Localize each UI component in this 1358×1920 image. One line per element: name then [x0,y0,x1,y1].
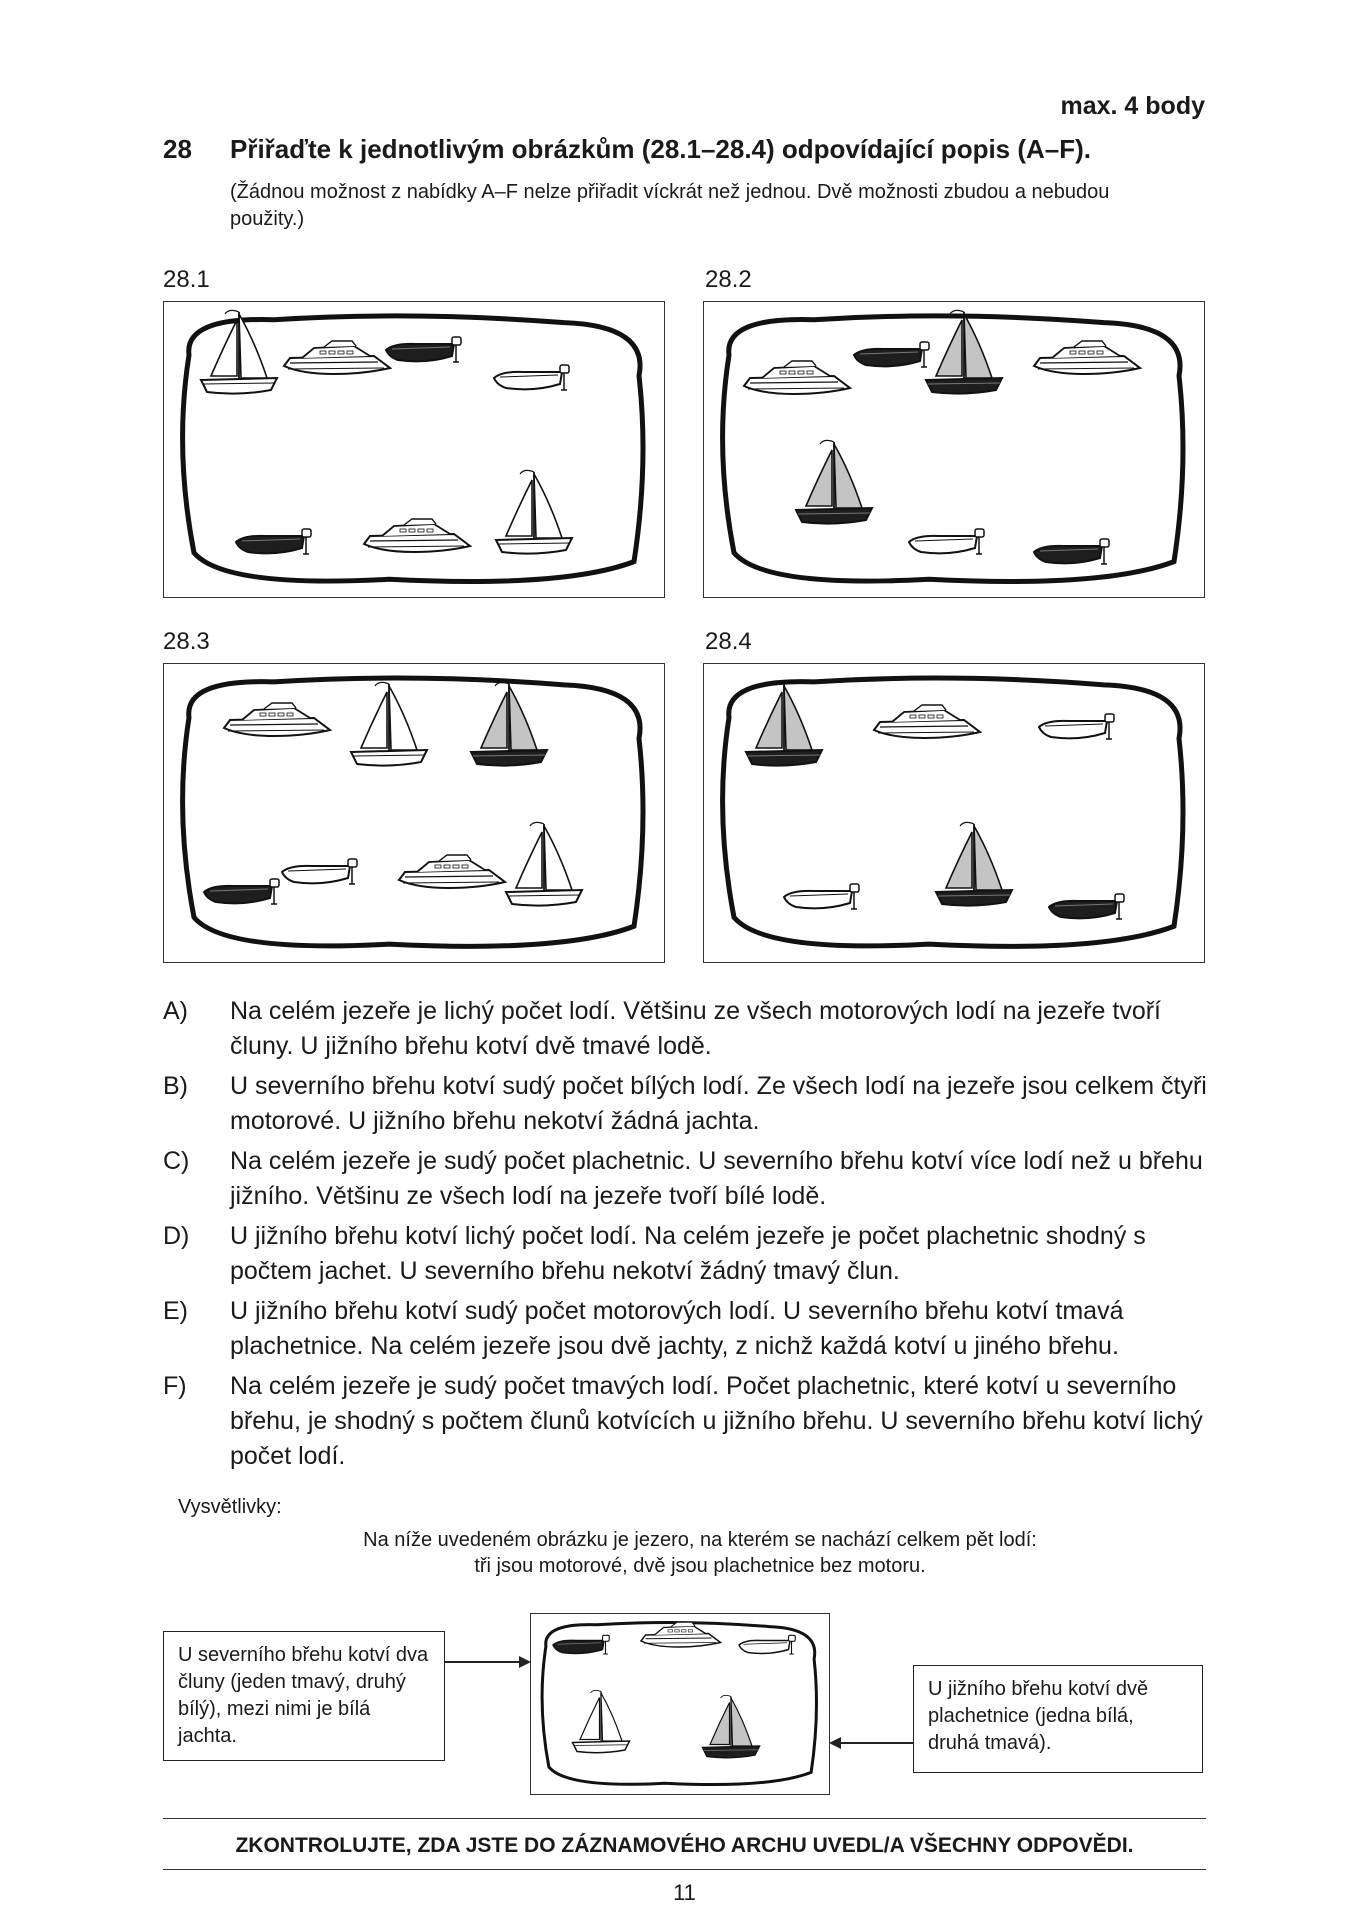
panel-2-dark-sailboat-icon [926,310,1002,393]
option-e [163,1294,1213,1364]
lake-28-1 [164,302,664,597]
panel-1-dark-motorboat-icon [236,529,311,554]
footer-check-text: ZKONTROLUJTE, ZDA JSTE DO ZÁZNAMOVÉHO ARCHU UVEDL/A VŠECHNY ODPOVĚDI. [235,1834,1134,1857]
arrow-left-icon [826,1733,916,1753]
legend-title: Vysvětlivky: [178,1496,282,1518]
panel-4-white-motor-yacht-icon [874,705,980,738]
option-text: Na celém jezeře je lichý počet lodí. Většinu ze všech motorových lodí na jezeře tvoří čluny. U jižního břehu kotví dvě tmavé lodě. [230,997,1161,1060]
option-b [163,1069,1213,1139]
arrow-right-icon [445,1652,535,1672]
legend-description [300,1527,1100,1579]
panel-3-dark-sailboat-icon [471,682,547,765]
lake-28-2 [704,302,1204,597]
legend-lake-picture [530,1613,830,1795]
legend-white-motor-yacht-icon [641,1622,721,1647]
legend-white-sailboat-icon [573,1690,630,1752]
legend-north-box: U severního břehu kotví dva čluny (jeden tmavý, druhý bílý), mezi nimi je bílá jachta. [163,1631,445,1761]
panel-label-28-3: 28.3 [163,628,210,655]
footer-rule-top [163,1818,1206,1819]
legend-lake [531,1614,829,1794]
option-d [163,1219,1213,1289]
panel-2-white-motor-yacht-icon [744,361,850,394]
question-text: Přiřaďte k jednotlivým obrázkům (28.1–28.4) odpovídající popis (A–F). [230,134,1092,164]
panel-3-dark-motorboat-icon [204,879,279,904]
option-f [163,1369,1213,1474]
note-line-2: použity.) [230,208,305,230]
panel-4-white-motorboat-icon [784,884,859,909]
panel-1-white-motor-yacht-icon [284,341,390,374]
legend-south-box: U jižního břehu kotví dvě plachetnice (jedna bílá, druhá tmavá). [913,1665,1203,1773]
option-letter: A) [163,997,188,1025]
note-line-1: (Žádnou možnost z nabídky A–F nelze přiřadit víckrát než jednou. Dvě možnosti zbudou a nebudou [230,181,1110,203]
lake-picture-28-4 [703,663,1205,963]
panel-3-white-motor-yacht-icon [399,855,505,888]
panel-2-white-motor-yacht-icon [1034,341,1140,374]
option-text: U jižního břehu kotví lichý počet lodí. Na celém jezeře je počet plachetnic shodný s počtem jachet. U severního břehu nekotví žádný tmavý člun. [230,1222,1146,1285]
footer-rule-bottom [163,1869,1206,1870]
panel-1-white-sailboat-icon [496,470,572,553]
panel-3-white-sailboat-icon [351,682,427,765]
answer-options [163,994,1213,1479]
option-letter: F) [163,1372,187,1400]
lake-28-4 [704,664,1204,962]
legend-dark-sailboat-icon [703,1695,760,1757]
page-number: 11 [673,1880,696,1905]
option-letter: E) [163,1297,188,1325]
option-letter: D) [163,1222,190,1250]
legend-line-2: tři jsou motorové, dvě jsou plachetnice bez motoru. [474,1555,926,1577]
lake-28-3 [164,664,664,962]
panel-3-white-sailboat-icon [506,822,582,905]
option-letter: C) [163,1147,190,1175]
panel-4-white-motorboat-icon [1039,714,1114,739]
panel-1-white-motor-yacht-icon [364,519,470,552]
panel-2-dark-motorboat-icon [1034,539,1109,564]
panel-3-white-motorboat-icon [282,859,357,884]
max-points: max. 4 body [1060,92,1205,120]
lake-picture-28-2 [703,301,1205,598]
panel-label-28-1: 28.1 [163,266,210,293]
panel-4-dark-sailboat-icon [746,682,822,765]
lake-picture-28-1 [163,301,665,598]
legend-white-motorboat-icon [739,1635,795,1654]
panel-3-white-motor-yacht-icon [224,703,330,736]
option-text: Na celém jezeře je sudý počet plachetnic. U severního břehu kotví více lodí než u břehu jižního. Většinu ze všech lodí na jezeře tvoří bílé lodě. [230,1147,1203,1210]
legend-line-1: Na níže uvedeném obrázku je jezero, na kterém se nachází celkem pět lodí: [363,1529,1037,1551]
legend-dark-motorboat-icon [553,1635,609,1654]
option-text: U severního břehu kotví sudý počet bílých lodí. Ze všech lodí na jezeře jsou celkem čtyři motorové. U jižního břehu nekotví žádná jachta. [230,1072,1207,1135]
option-text: U jižního břehu kotví sudý počet motorových lodí. U severního břehu kotví tmavá plachetnice. Na celém jezeře jsou dvě jachty, z nichž každá kotví u jiného břehu. [230,1297,1124,1360]
panel-2-dark-motorboat-icon [854,342,929,367]
question-note [230,179,1210,233]
panel-label-28-4: 28.4 [705,628,752,655]
panel-label-28-2: 28.2 [705,266,752,293]
panel-1-white-motorboat-icon [494,365,569,390]
panel-1-dark-motorboat-icon [386,337,461,362]
question-number: 28 [163,134,192,164]
panel-2-white-motorboat-icon [909,529,984,554]
panel-4-dark-motorboat-icon [1049,894,1124,919]
option-letter: B) [163,1072,188,1100]
panel-2-dark-sailboat-icon [796,440,872,523]
option-c [163,1144,1213,1214]
lake-picture-28-3 [163,663,665,963]
option-a [163,994,1213,1064]
panel-4-dark-sailboat-icon [936,822,1012,905]
option-text: Na celém jezeře je sudý počet tmavých lodí. Počet plachetnic, které kotví u severního břehu, je shodný s počtem člunů kotvících u jižního břehu. U severního břehu kotví lichý počet lodí. [230,1372,1203,1470]
